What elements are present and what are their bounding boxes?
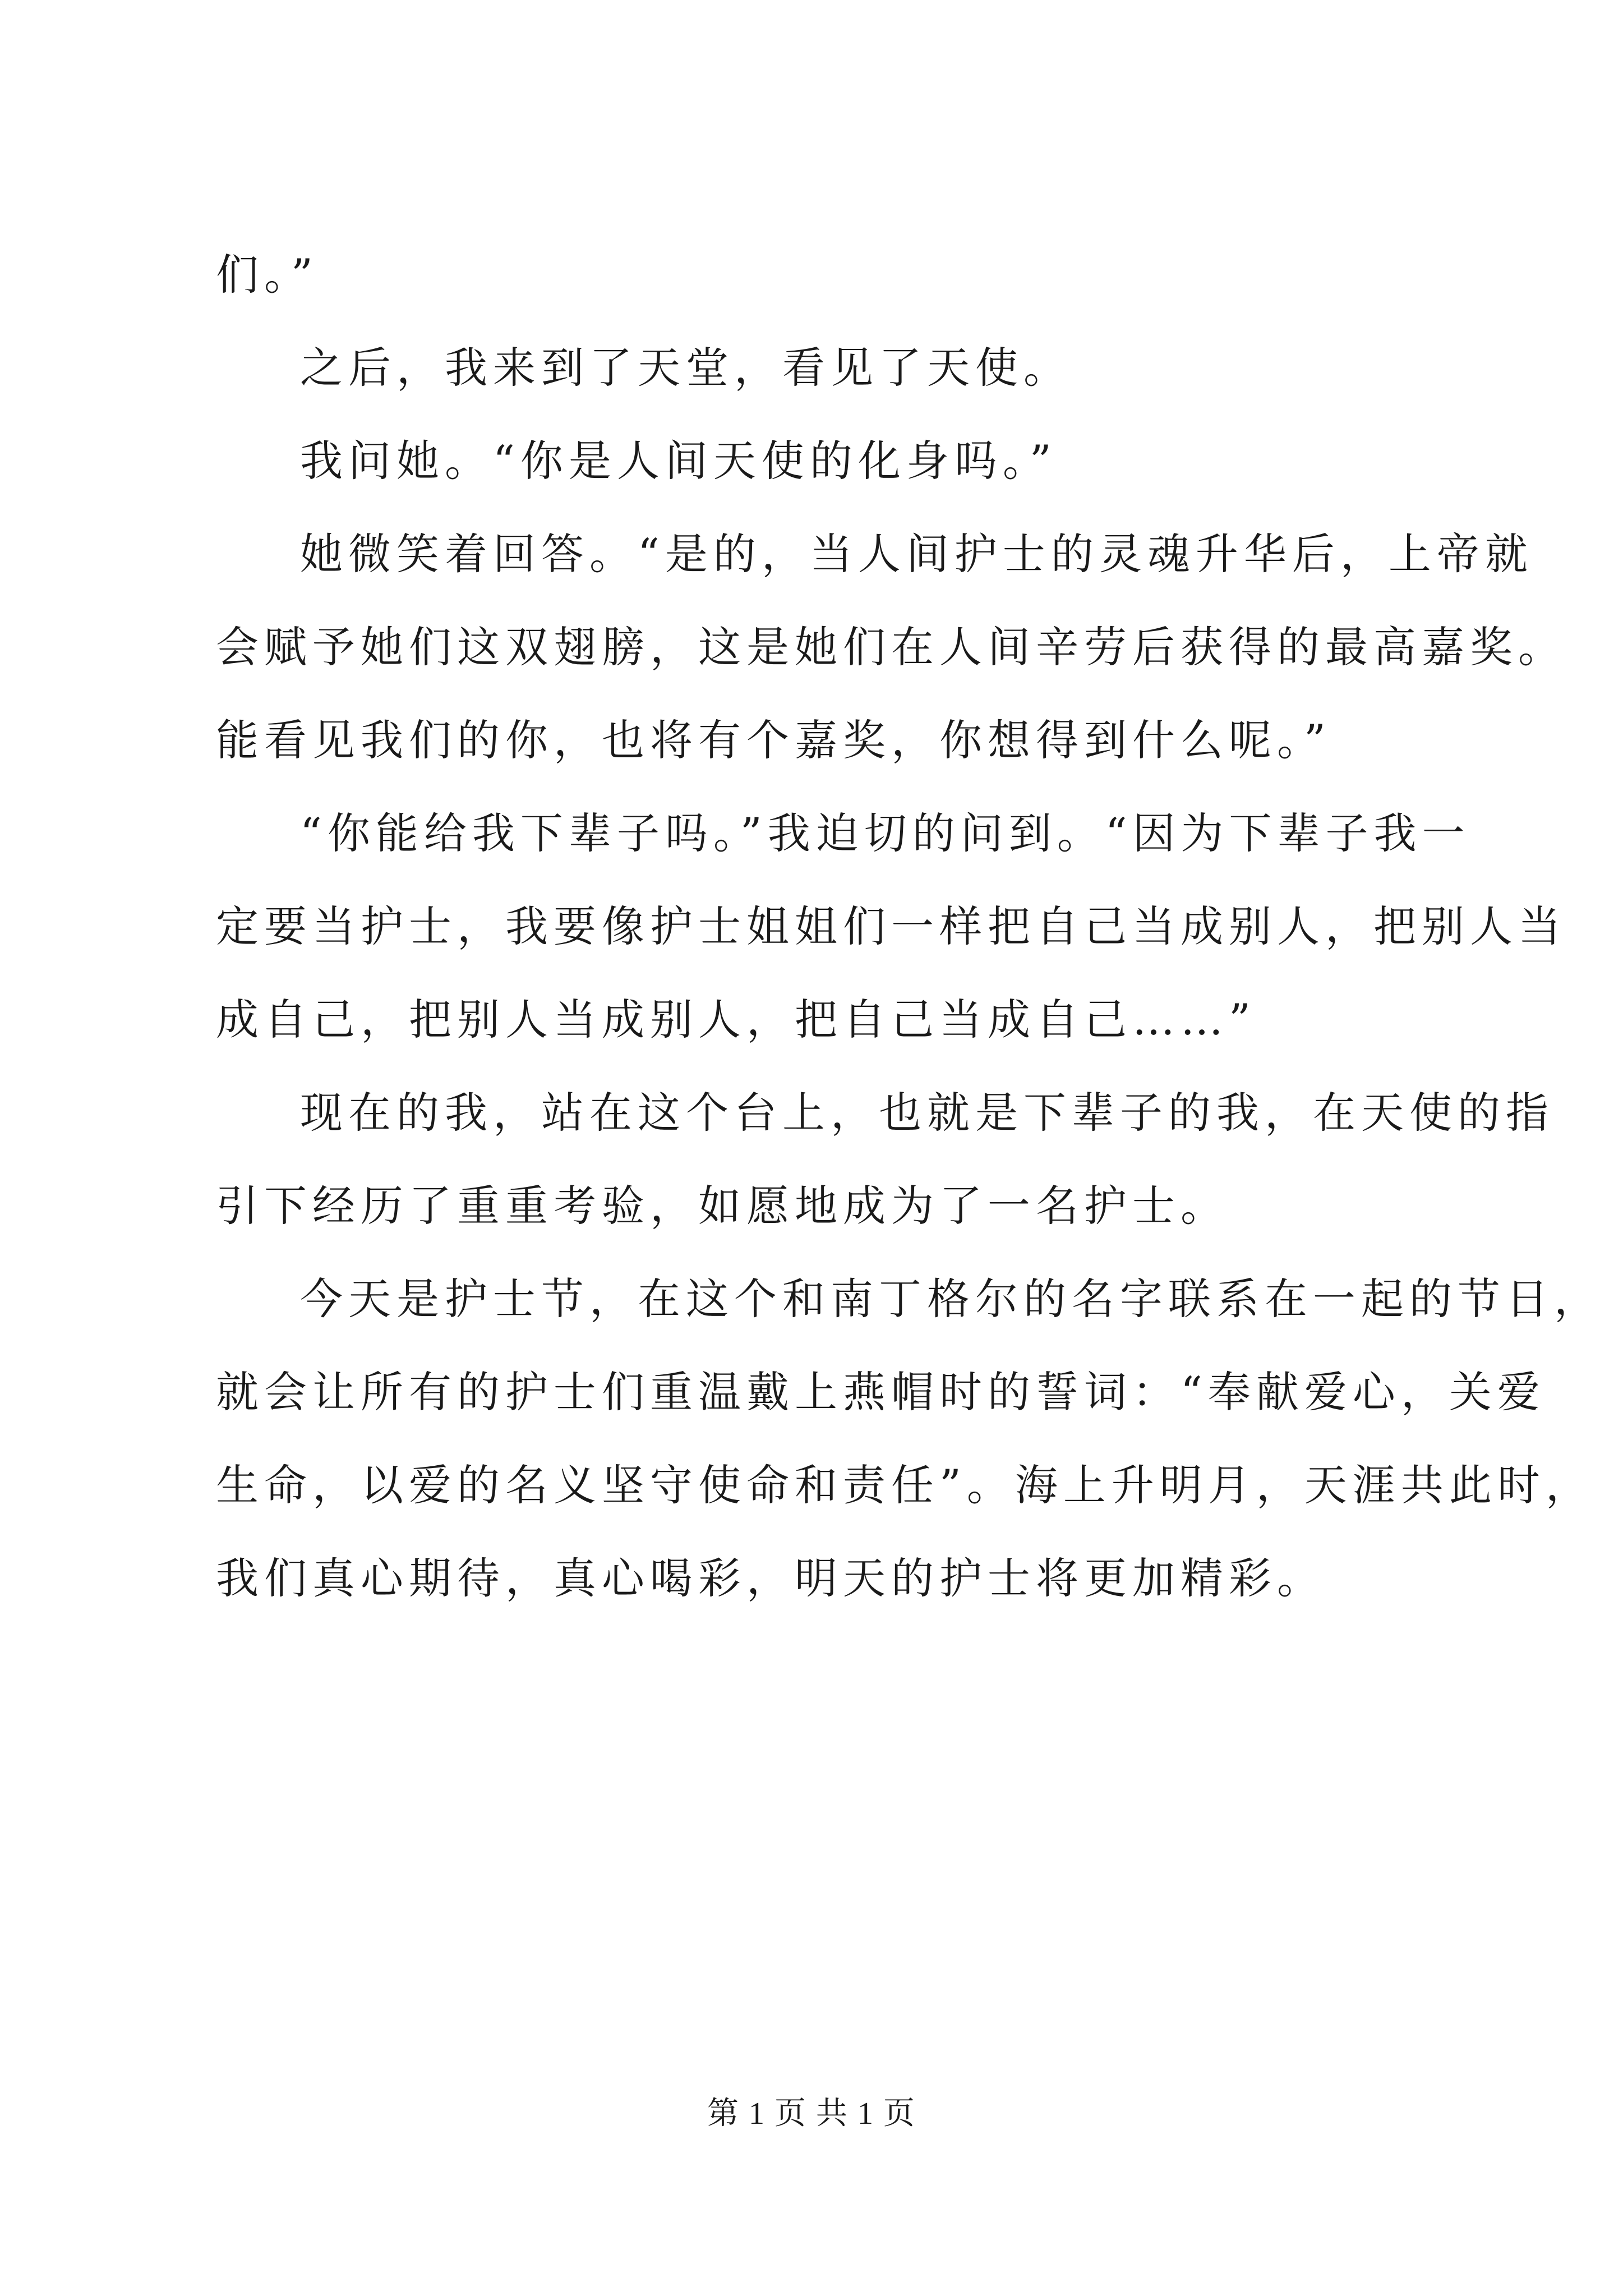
text-line: 成自己，把别人当成别人，把自己当成自己……”: [216, 995, 1256, 1045]
text-line: 现在的我，站在这个台上，也就是下辈子的我，在天使的指: [300, 1088, 1554, 1138]
text-line: 我问她。“你是人间天使的化身吗。”: [300, 436, 1057, 486]
text-line: 定要当护士，我要像护士姐姐们一样把自己当成别人，把别人当: [216, 901, 1566, 951]
text-line: 们。”: [216, 250, 319, 300]
text-line: 生命，以爱的名义坚守使命和责任”。海上升明月，天涯共此时，: [216, 1460, 1594, 1510]
document-body: [216, 247, 1602, 1644]
text-line: 今天是护士节，在这个和南丁格尔的名字联系在一起的节日，: [300, 1274, 1602, 1324]
text-line: 她微笑着回答。“是的，当人间护士的灵魂升华后，上帝就: [300, 529, 1533, 579]
text-line: 会赋予她们这双翅膀，这是她们在人间辛劳后获得的最高嘉奖。: [216, 622, 1566, 672]
text-line: 就会让所有的护士们重温戴上燕帽时的誓词：“奉献爱心，关爱: [216, 1367, 1546, 1417]
page-footer: 第 1 页 共 1 页: [707, 2096, 916, 2131]
text-line: 之后，我来到了天堂，看见了天使。: [300, 343, 1072, 393]
text-line: 我们真心期待，真心喝彩，明天的护士将更加精彩。: [216, 1553, 1325, 1603]
text-line: 引下经历了重重考验，如愿地成为了一名护士。: [216, 1181, 1229, 1231]
text-line: 能看见我们的你，也将有个嘉奖，你想得到什么呢。”: [216, 715, 1331, 765]
text-line: “你能给我下辈子吗。”我迫切的问到。“因为下辈子我一: [300, 808, 1470, 858]
